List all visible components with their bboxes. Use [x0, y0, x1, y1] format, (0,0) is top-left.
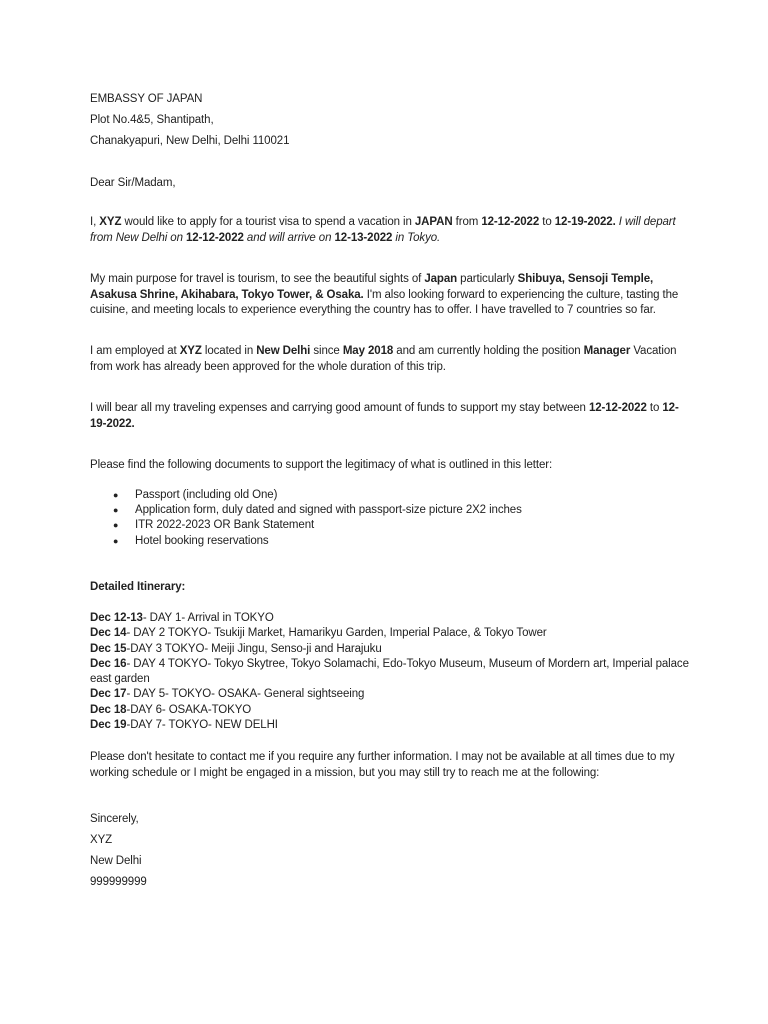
list-item: ● ITR 2022-2023 OR Bank Statement	[90, 518, 522, 533]
closing-word: Sincerely,	[90, 813, 139, 825]
itinerary-item: Dec 18-DAY 6- OSAKA-TOKYO	[90, 703, 252, 716]
itinerary-list	[90, 611, 690, 733]
employment-since: May 2018	[342, 345, 394, 357]
employment-paragraph: I am employed at XYZ located in New Delhi since May 2018 and am currently holding the position Manager Vacation from work has already been approved for the whole duration of this trip.	[90, 345, 677, 373]
sights-list: Shibuya, Sensoji Temple, Asakusa Shrine, Akihabara, Tokyo Tower, & Osaka.	[90, 273, 654, 301]
closing-paragraph: Please don't hesitate to contact me if you require any further information. I may not be available at all times due to my working schedule or I might be engaged in a mission, but you may still try to reach me at the following:	[90, 751, 675, 779]
itinerary-item: Dec 16- DAY 4 TOKYO- Tokyo Skytree, Tokyo Solamachi, Edo-Tokyo Museum, Museum of Mordern art, Imperial palace east garden	[90, 657, 689, 686]
expense-end-date: 12-19-2022.	[90, 402, 679, 430]
itinerary-date: Dec 16	[90, 657, 127, 670]
job-position: Manager	[583, 345, 631, 357]
trip-end-date: 12-19-2022.	[554, 216, 616, 228]
itinerary-item: Dec 17- DAY 5- TOKYO- OSAKA- General sightseeing	[90, 688, 365, 701]
itinerary-date: Dec 17	[90, 688, 127, 701]
address-line: Chanakyapuri, New Delhi, Delhi 110021	[90, 135, 290, 147]
itinerary-date: Dec 18	[90, 703, 127, 716]
trip-start-date: 12-12-2022	[481, 216, 540, 228]
itinerary-date: Dec 15	[90, 642, 127, 655]
intro-paragraph: I, XYZ would like to apply for a tourist visa to spend a vacation in JAPAN from 12-12-2022 to 12-19-2022. I will depart from New Delhi on 12-12-2022 and will arrive on 12-13-2022 in Tokyo.	[90, 216, 676, 244]
signer-city: New Delhi	[90, 855, 142, 867]
list-item: ● Hotel booking reservations	[90, 534, 522, 549]
employer-name: XYZ	[179, 345, 202, 357]
bullet-icon: ●	[113, 490, 119, 500]
applicant-name: XYZ	[99, 216, 122, 228]
bullet-icon: ●	[113, 520, 119, 531]
purpose-country: Japan	[424, 273, 458, 285]
itinerary-item: Dec 14- DAY 2 TOKYO- Tsukiji Market, Hamarikyu Garden, Imperial Palace, & Tokyo Tower	[90, 627, 547, 640]
purpose-paragraph: My main purpose for travel is tourism, to see the beautiful sights of Japan particularly Shibuya, Sensoji Temple, Asakusa Shrine, Akihabara, Tokyo Tower, & Osaka. I'm also looking forward to experiencing the culture, tasting the cuisine, and meeting locals to experience everything the country has to offer. I have travelled to 7 countries so far.	[90, 273, 679, 316]
itinerary-date: Dec 19	[90, 719, 127, 732]
itinerary-date: Dec 14	[90, 627, 127, 640]
departure-date: 12-12-2022	[185, 231, 244, 244]
itinerary-heading: Detailed Itinerary:	[90, 581, 186, 593]
signer-name: XYZ	[90, 834, 113, 846]
documents-list	[90, 488, 522, 549]
embassy-name: EMBASSY OF JAPAN	[90, 93, 203, 105]
itinerary-item: Dec 19-DAY 7- TOKYO- NEW DELHI	[90, 719, 278, 732]
employer-location: New Delhi	[256, 345, 311, 357]
itinerary-item: Dec 12-13- DAY 1- Arrival in TOKYO	[90, 612, 274, 624]
address-line: Plot No.4&5, Shantipath,	[90, 114, 214, 126]
expense-start-date: 12-12-2022	[588, 402, 647, 414]
destination-country: JAPAN	[414, 216, 453, 228]
bullet-icon: ●	[113, 535, 119, 546]
documents-intro: Please find the following documents to support the legitimacy of what is outlined in this letter:	[90, 459, 553, 471]
signer-phone: 999999999	[90, 876, 147, 888]
list-item: ● Application form, duly dated and signed with passport-size picture 2X2 inches	[90, 503, 522, 518]
list-item: ● Passport (including old One)	[90, 488, 522, 503]
itinerary-date: Dec 12-13	[90, 612, 143, 624]
expenses-paragraph: I will bear all my traveling expenses and carrying good amount of funds to support my stay between 12-12-2022 to 12-19-2022.	[90, 402, 679, 430]
itinerary-item: Dec 15-DAY 3 TOKYO- Meiji Jingu, Senso-ji and Harajuku	[90, 642, 382, 655]
arrival-date: 12-13-2022	[334, 231, 393, 244]
bullet-icon: ●	[113, 505, 119, 516]
salutation: Dear Sir/Madam,	[90, 177, 176, 189]
